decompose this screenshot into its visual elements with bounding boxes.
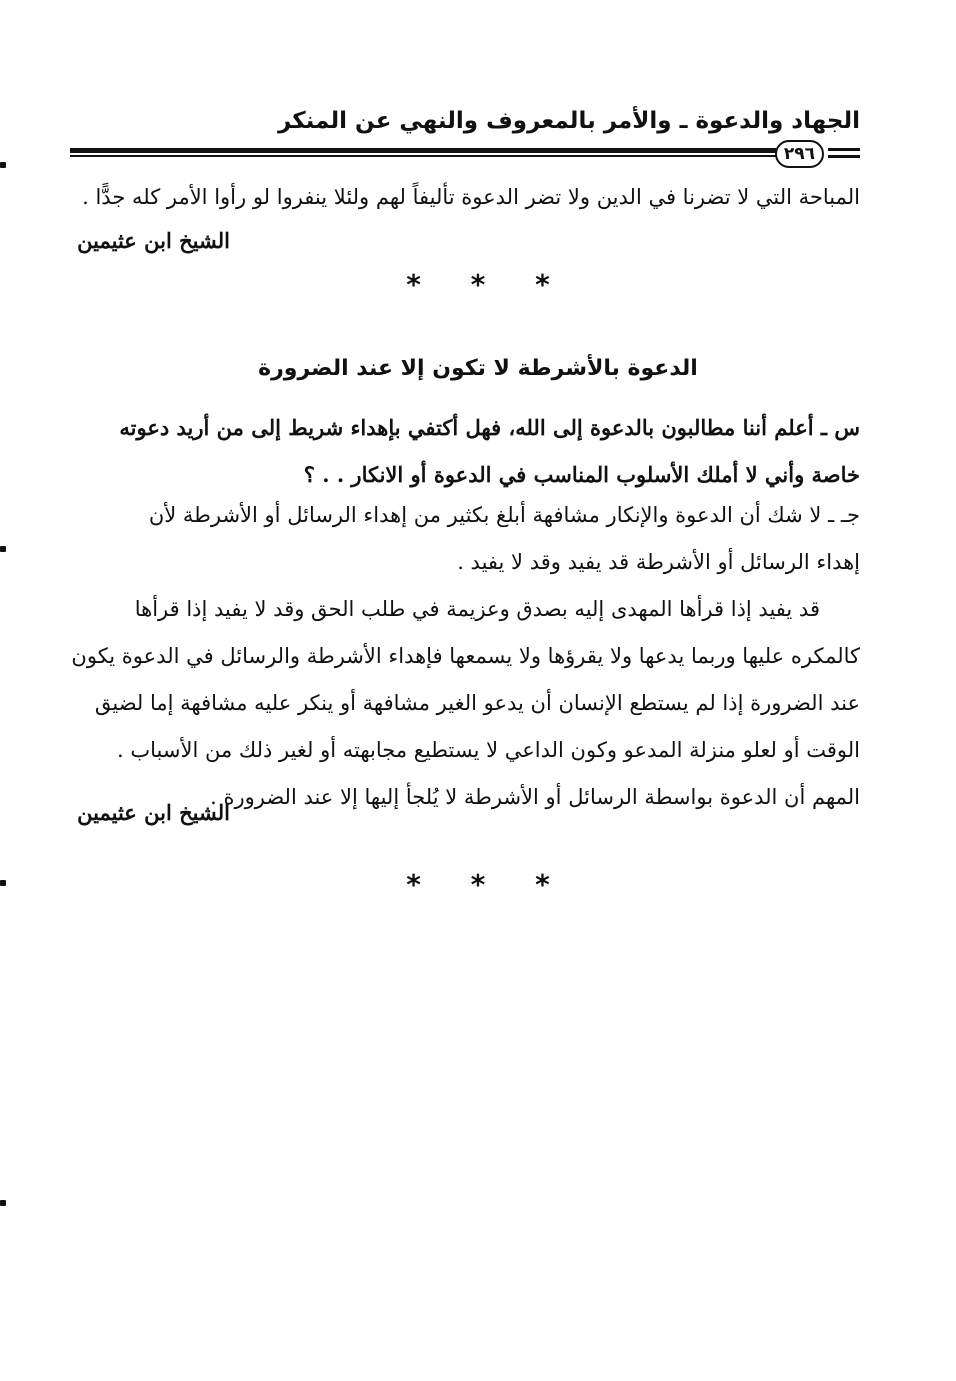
scan-margin-mark (0, 1200, 6, 1206)
intro-signature: الشيخ ابن عثيمين (77, 228, 230, 253)
question-line: س ـ أعلم أننا مطالبون بالدعوة إلى الله، فهل أكتفي بإهداء شريط إلى من أريد دعوته (119, 415, 860, 440)
answer-line: عند الضرورة إذا لم يستطع الإنسان أن يدعو الغير مشافهة أو ينكر عليه مشافهة إما لضيق (94, 691, 860, 715)
running-title: الجهاد والدعوة ـ والأمر بالمعروف والنهي عن المنكر (277, 108, 860, 134)
header-tick-bottom (828, 155, 860, 158)
answer-line: قد يفيد إذا قرأها المهدى إليه بصدق وعزيمة في طلب الحق وقد لا يفيد إذا قرأها (134, 597, 820, 621)
answer-signature: الشيخ ابن عثيمين (77, 800, 230, 825)
page-number: ٢٩٦ (775, 140, 824, 168)
scan-margin-mark (0, 880, 6, 886)
page-header (70, 108, 860, 164)
scan-margin-mark (0, 546, 6, 552)
answer-line: المهم أن الدعوة بواسطة الرسائل أو الأشرطة لا يُلجأ إليها إلا عند الضرورة . (210, 785, 860, 809)
answer-paragraph (70, 492, 860, 821)
star: * (535, 868, 550, 901)
question-line: خاصة وأني لا أملك الأسلوب المناسب في الدعوة أو الانكار . . ؟ (303, 462, 860, 487)
answer-line: كالمكره عليها وربما يدعها ولا يقرؤها ولا يسمعها فإهداء الأشرطة والرسائل في الدعوة يكون (71, 644, 860, 668)
intro-line: المباحة التي لا تضرنا في الدين ولا تضر الدعوة تأليفاً لهم ولئلا ينفروا لو رأوا الأمر كله جدًّا . (82, 185, 860, 209)
answer-line: إهداء الرسائل أو الأشرطة قد يفيد وقد لا يفيد . (457, 550, 860, 574)
separator-stars (0, 268, 956, 301)
answer-line: جـ ـ لا شك أن الدعوة والإنكار مشافهة أبلغ بكثير من إهداء الرسائل أو الأشرطة لأن (148, 503, 860, 527)
star: * (406, 868, 421, 901)
header-tick-top (828, 148, 860, 151)
star: * (470, 868, 486, 901)
section-title: الدعوة بالأشرطة لا تكون إلا عند الضرورة (258, 356, 698, 381)
answer-line: الوقت أو لعلو منزلة المدعو وكون الداعي لا يستطيع مجابهته أو لغير ذلك من الأسباب . (117, 738, 860, 762)
intro-paragraph (70, 174, 860, 221)
question-paragraph (70, 404, 860, 498)
star: * (535, 268, 550, 301)
header-rule-thick (70, 148, 776, 153)
star: * (470, 268, 486, 301)
scan-margin-mark (0, 162, 6, 168)
header-rule-thin (70, 155, 776, 157)
separator-stars (0, 868, 956, 901)
star: * (406, 268, 421, 301)
